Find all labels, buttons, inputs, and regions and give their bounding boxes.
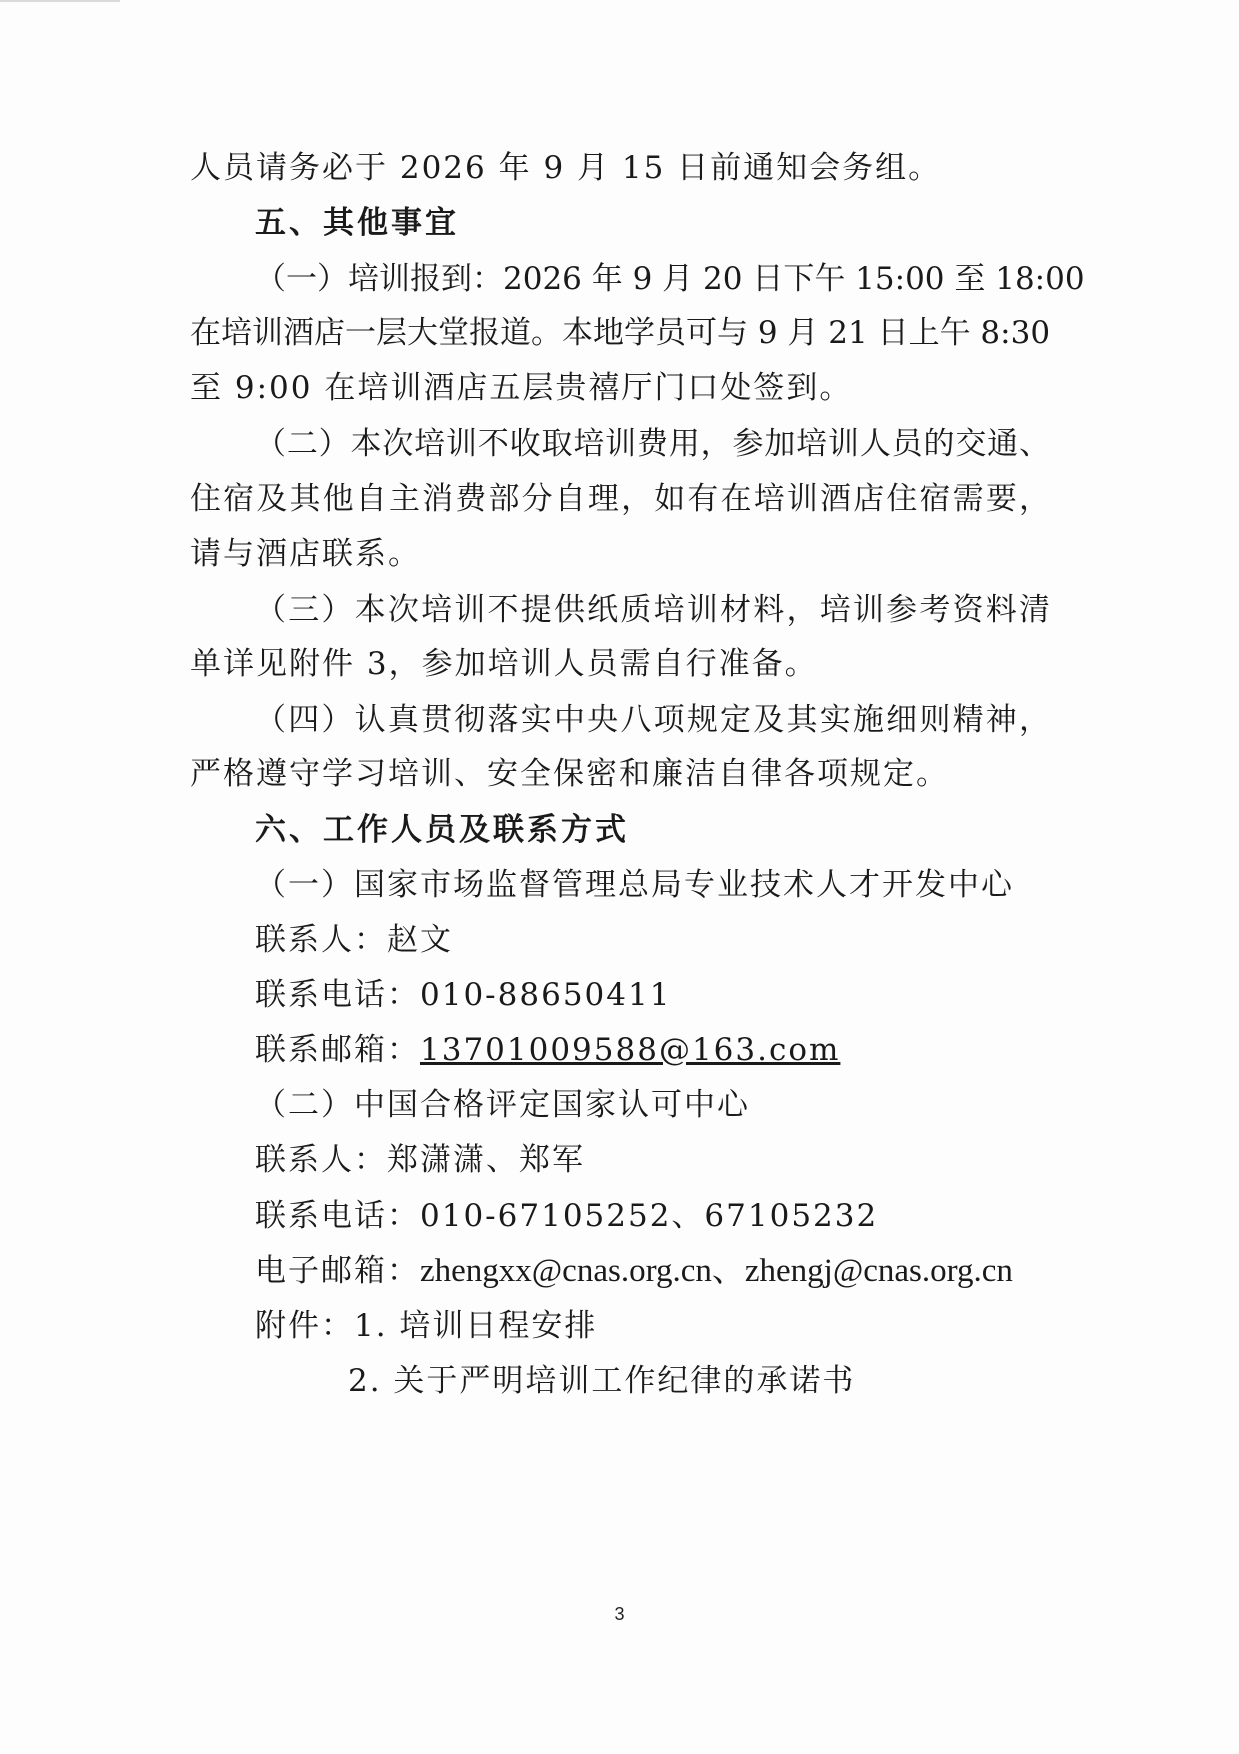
- section-heading-staff-contacts: 六、工作人员及联系方式: [255, 812, 629, 848]
- body-line: 请与酒店联系。: [190, 536, 421, 572]
- scan-edge-mark: [0, 0, 120, 2]
- body-line: 在培训酒店一层大堂报道。本地学员可与 9 月 21 日上午 8:30: [190, 315, 1051, 351]
- contact-value: 赵文: [387, 922, 453, 958]
- body-line: （二）本次培训不收取培训费用，参加培训人员的交通、: [255, 426, 1050, 462]
- body-line: （一）培训报到：2026 年 9 月 20 日下午 15:00 至 18:00: [255, 261, 1085, 297]
- contact-value: 010-88650411: [420, 977, 672, 1013]
- contact-label: 联系邮箱：: [255, 1032, 420, 1068]
- section-heading-other-matters: 五、其他事宜: [255, 205, 459, 241]
- contact-label: 联系电话：: [255, 977, 420, 1013]
- body-line: （四）认真贯彻落实中央八项规定及其实施细则精神，: [255, 702, 1050, 738]
- attachment-item: 1. 培训日程安排: [354, 1308, 598, 1344]
- contact-label: 联系电话：: [255, 1198, 420, 1234]
- contact-value: zhengxx@cnas.org.cn、zhengj@cnas.org.cn: [420, 1253, 1013, 1289]
- body-line: （二）中国合格评定国家认可中心: [255, 1087, 750, 1123]
- contact-email-row: [255, 1251, 1050, 1291]
- contact-person-row: [255, 1140, 1050, 1180]
- body-line: 至 9:00 在培训酒店五层贵禧厅门口处签到。: [190, 370, 853, 406]
- body-line: 单详见附件 3，参加培训人员需自行准备。: [190, 646, 818, 682]
- email-link[interactable]: 13701009588@163.com: [420, 1032, 841, 1068]
- contact-value: 010-67105252、67105232: [420, 1198, 879, 1234]
- contact-label: 联系人：: [255, 1142, 387, 1178]
- attachment-item: 2. 关于严明培训工作纪律的承诺书: [348, 1363, 856, 1399]
- attachment-row: [255, 1306, 1050, 1346]
- contact-value: 郑潇潇、郑军: [387, 1142, 585, 1178]
- body-line: 住宿及其他自主消费部分自理，如有在培训酒店住宿需要，: [190, 481, 1050, 517]
- body-line: 严格遵守学习培训、安全保密和廉洁自律各项规定。: [190, 756, 949, 792]
- contact-person-row: [255, 920, 1050, 960]
- body-line: 人员请务必于 2026 年 9 月 15 日前通知会务组。: [190, 150, 942, 186]
- body-line: （三）本次培训不提供纸质培训材料，培训参考资料清: [255, 592, 1050, 628]
- page-number: 3: [614, 1604, 625, 1624]
- contact-label: 联系人：: [255, 922, 387, 958]
- contact-phone-row: [255, 975, 1050, 1015]
- attachment-label: 附件：: [255, 1308, 354, 1344]
- contact-phone-row: [255, 1196, 1050, 1236]
- contact-email-row: [255, 1030, 1050, 1070]
- contact-label: 电子邮箱：: [255, 1253, 420, 1289]
- body-line: （一）国家市场监督管理总局专业技术人才开发中心: [255, 867, 1014, 903]
